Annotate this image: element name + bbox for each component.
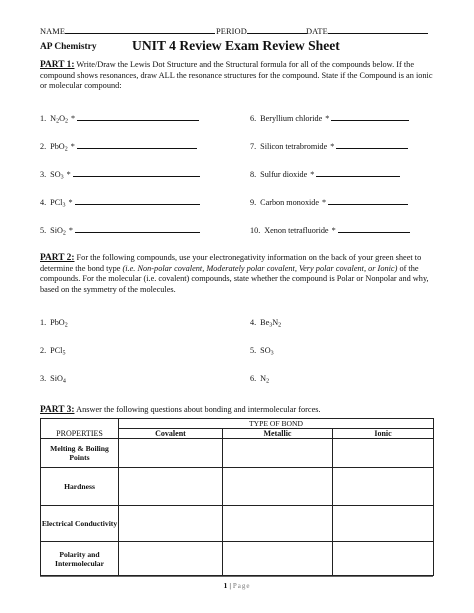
part1-item-1: 1. $N_2O_2$ * (40, 114, 199, 125)
formula: $Be_3N_2$ (260, 318, 282, 329)
part2-label: PART 2: (40, 253, 75, 263)
part1-item-2: 2. PbO$_2$ * (40, 142, 197, 153)
answer-line (77, 114, 199, 121)
answer-cell[interactable] (223, 468, 333, 506)
row-label-polarity: Polarity and Intermolecular (41, 542, 119, 576)
part2-instructions: PART 2: For the following compounds, use your electronegativity information on the back of your green sheet to determine the bond type (i.e. Non-polar covalent, Moderately polar covalent, Very polar covalent, or Ionic) of the compounds. For the molecular (i.e. covalent) compounds, state whether the compound is Polar or Nonpolar and why, based on the symmetry of the molecules. (40, 253, 429, 294)
formula: PbO$_2$ (50, 142, 68, 153)
answer-cell[interactable] (119, 439, 223, 468)
answer-cell[interactable] (333, 506, 434, 542)
formula: PCl$_5$ (50, 346, 66, 357)
table-row (41, 506, 434, 542)
answer-line (75, 198, 200, 205)
page-number: 1 (223, 581, 228, 590)
part2-item-1: 1. PbO$_2$ (40, 318, 68, 329)
part2-item-3: 3. SiO$_4$ (40, 374, 66, 385)
table-row (41, 468, 434, 506)
part1-instructions (40, 60, 440, 92)
part1-item-8: 8. Sulfur dioxide * (250, 170, 400, 179)
part3-label: PART 3: (40, 405, 75, 415)
part1-text: Write/Draw the Lewis Dot Structure and the Structural formula for all of the compounds below. If the compound shows resonances, draw ALL the resonance structures for the compound. State if the Compound is an ionic or molecular compound: (40, 60, 433, 91)
part2-item-5: 5. $SO_3$ (250, 346, 274, 357)
compound-name: Silicon tetrabromide (260, 142, 328, 151)
period-field (216, 25, 307, 36)
date-field (306, 25, 428, 36)
table-header-row (41, 429, 434, 439)
formula: PbO$_2$ (50, 318, 68, 329)
answer-cell[interactable] (333, 542, 434, 576)
part3-instructions: PART 3: Answer the following questions about bonding and intermolecular forces. (40, 405, 321, 415)
compound-name: Carbon monoxide (260, 198, 320, 207)
name-field (40, 25, 215, 36)
answer-line (75, 226, 200, 233)
formula: $N_2$ (260, 374, 270, 385)
row-label-hardness: Hardness (41, 468, 119, 506)
part2-item-2: 2. PCl$_5$ (40, 346, 66, 357)
table-group-header-row (41, 419, 434, 429)
part1-item-10: 10. Xenon tetrafluoride * (250, 226, 410, 235)
page-footer (0, 581, 474, 590)
part1-label: PART 1: (40, 60, 75, 70)
part1-item-5: 5. SiO$_2$ * (40, 226, 200, 237)
answer-line (338, 226, 410, 233)
compound-name: Sulfur dioxide (260, 170, 308, 179)
compound-name: Xenon tetrafluoride (264, 226, 329, 235)
row-label-melting-boiling: Melting & Boiling Points (41, 439, 119, 468)
answer-cell[interactable] (223, 439, 333, 468)
page-label: Page (232, 582, 251, 590)
course-name: AP Chemistry (40, 42, 97, 52)
answer-cell[interactable] (333, 468, 434, 506)
page-title: UNIT 4 Review Exam Review Sheet (132, 38, 340, 53)
answer-cell[interactable] (119, 542, 223, 576)
part1-item-3: 3. $SO_3$ * (40, 170, 200, 181)
part1-item-4: 4. PCl$_3$ * (40, 198, 200, 209)
period-blank (247, 25, 307, 34)
period-label: PERIOD (216, 27, 247, 36)
footer-separator: | (227, 581, 233, 590)
footer-divider (40, 576, 433, 577)
answer-line (73, 170, 200, 177)
date-blank (328, 25, 428, 34)
part2-item-4: 4. $Be_3N_2$ (250, 318, 282, 329)
part1-item-7: 7. Silicon tetrabromide * (250, 142, 408, 151)
name-label: NAME (40, 27, 66, 36)
formula: $SO_3$ (260, 346, 274, 357)
table-row (41, 439, 434, 468)
answer-line (77, 142, 197, 149)
type-of-bond-header: TYPE OF BOND (119, 419, 434, 429)
part1-item-9: 9. Carbon monoxide * (250, 198, 408, 207)
metallic-header: Metallic (223, 429, 333, 439)
compound-name: Beryllium chloride (260, 114, 323, 123)
answer-cell[interactable] (119, 468, 223, 506)
name-blank (65, 25, 215, 34)
part2-item-6: 6. $N_2$ (250, 374, 270, 385)
covalent-header: Covalent (119, 429, 223, 439)
answer-cell[interactable] (223, 506, 333, 542)
row-label-electrical-conductivity: Electrical Conductivity (41, 506, 119, 542)
formula: SiO$_2$ (50, 226, 66, 237)
answer-line (316, 170, 400, 177)
properties-header: PROPERTIES (41, 429, 119, 439)
formula: SiO$_4$ (50, 374, 66, 385)
answer-cell[interactable] (333, 439, 434, 468)
answer-cell[interactable] (119, 506, 223, 542)
formula: PCl$_3$ (50, 198, 66, 209)
part1-item-6: 6. Beryllium chloride * (250, 114, 409, 123)
bond-properties-table (40, 418, 434, 576)
answer-line (328, 198, 408, 205)
answer-line (336, 142, 408, 149)
formula: $SO_3$ (50, 170, 64, 181)
date-label: DATE (306, 27, 328, 36)
ionic-header: Ionic (333, 429, 434, 439)
table-row (41, 542, 434, 576)
answer-cell[interactable] (223, 542, 333, 576)
answer-line (331, 114, 409, 121)
formula: $N_2O_2$ (50, 114, 68, 125)
